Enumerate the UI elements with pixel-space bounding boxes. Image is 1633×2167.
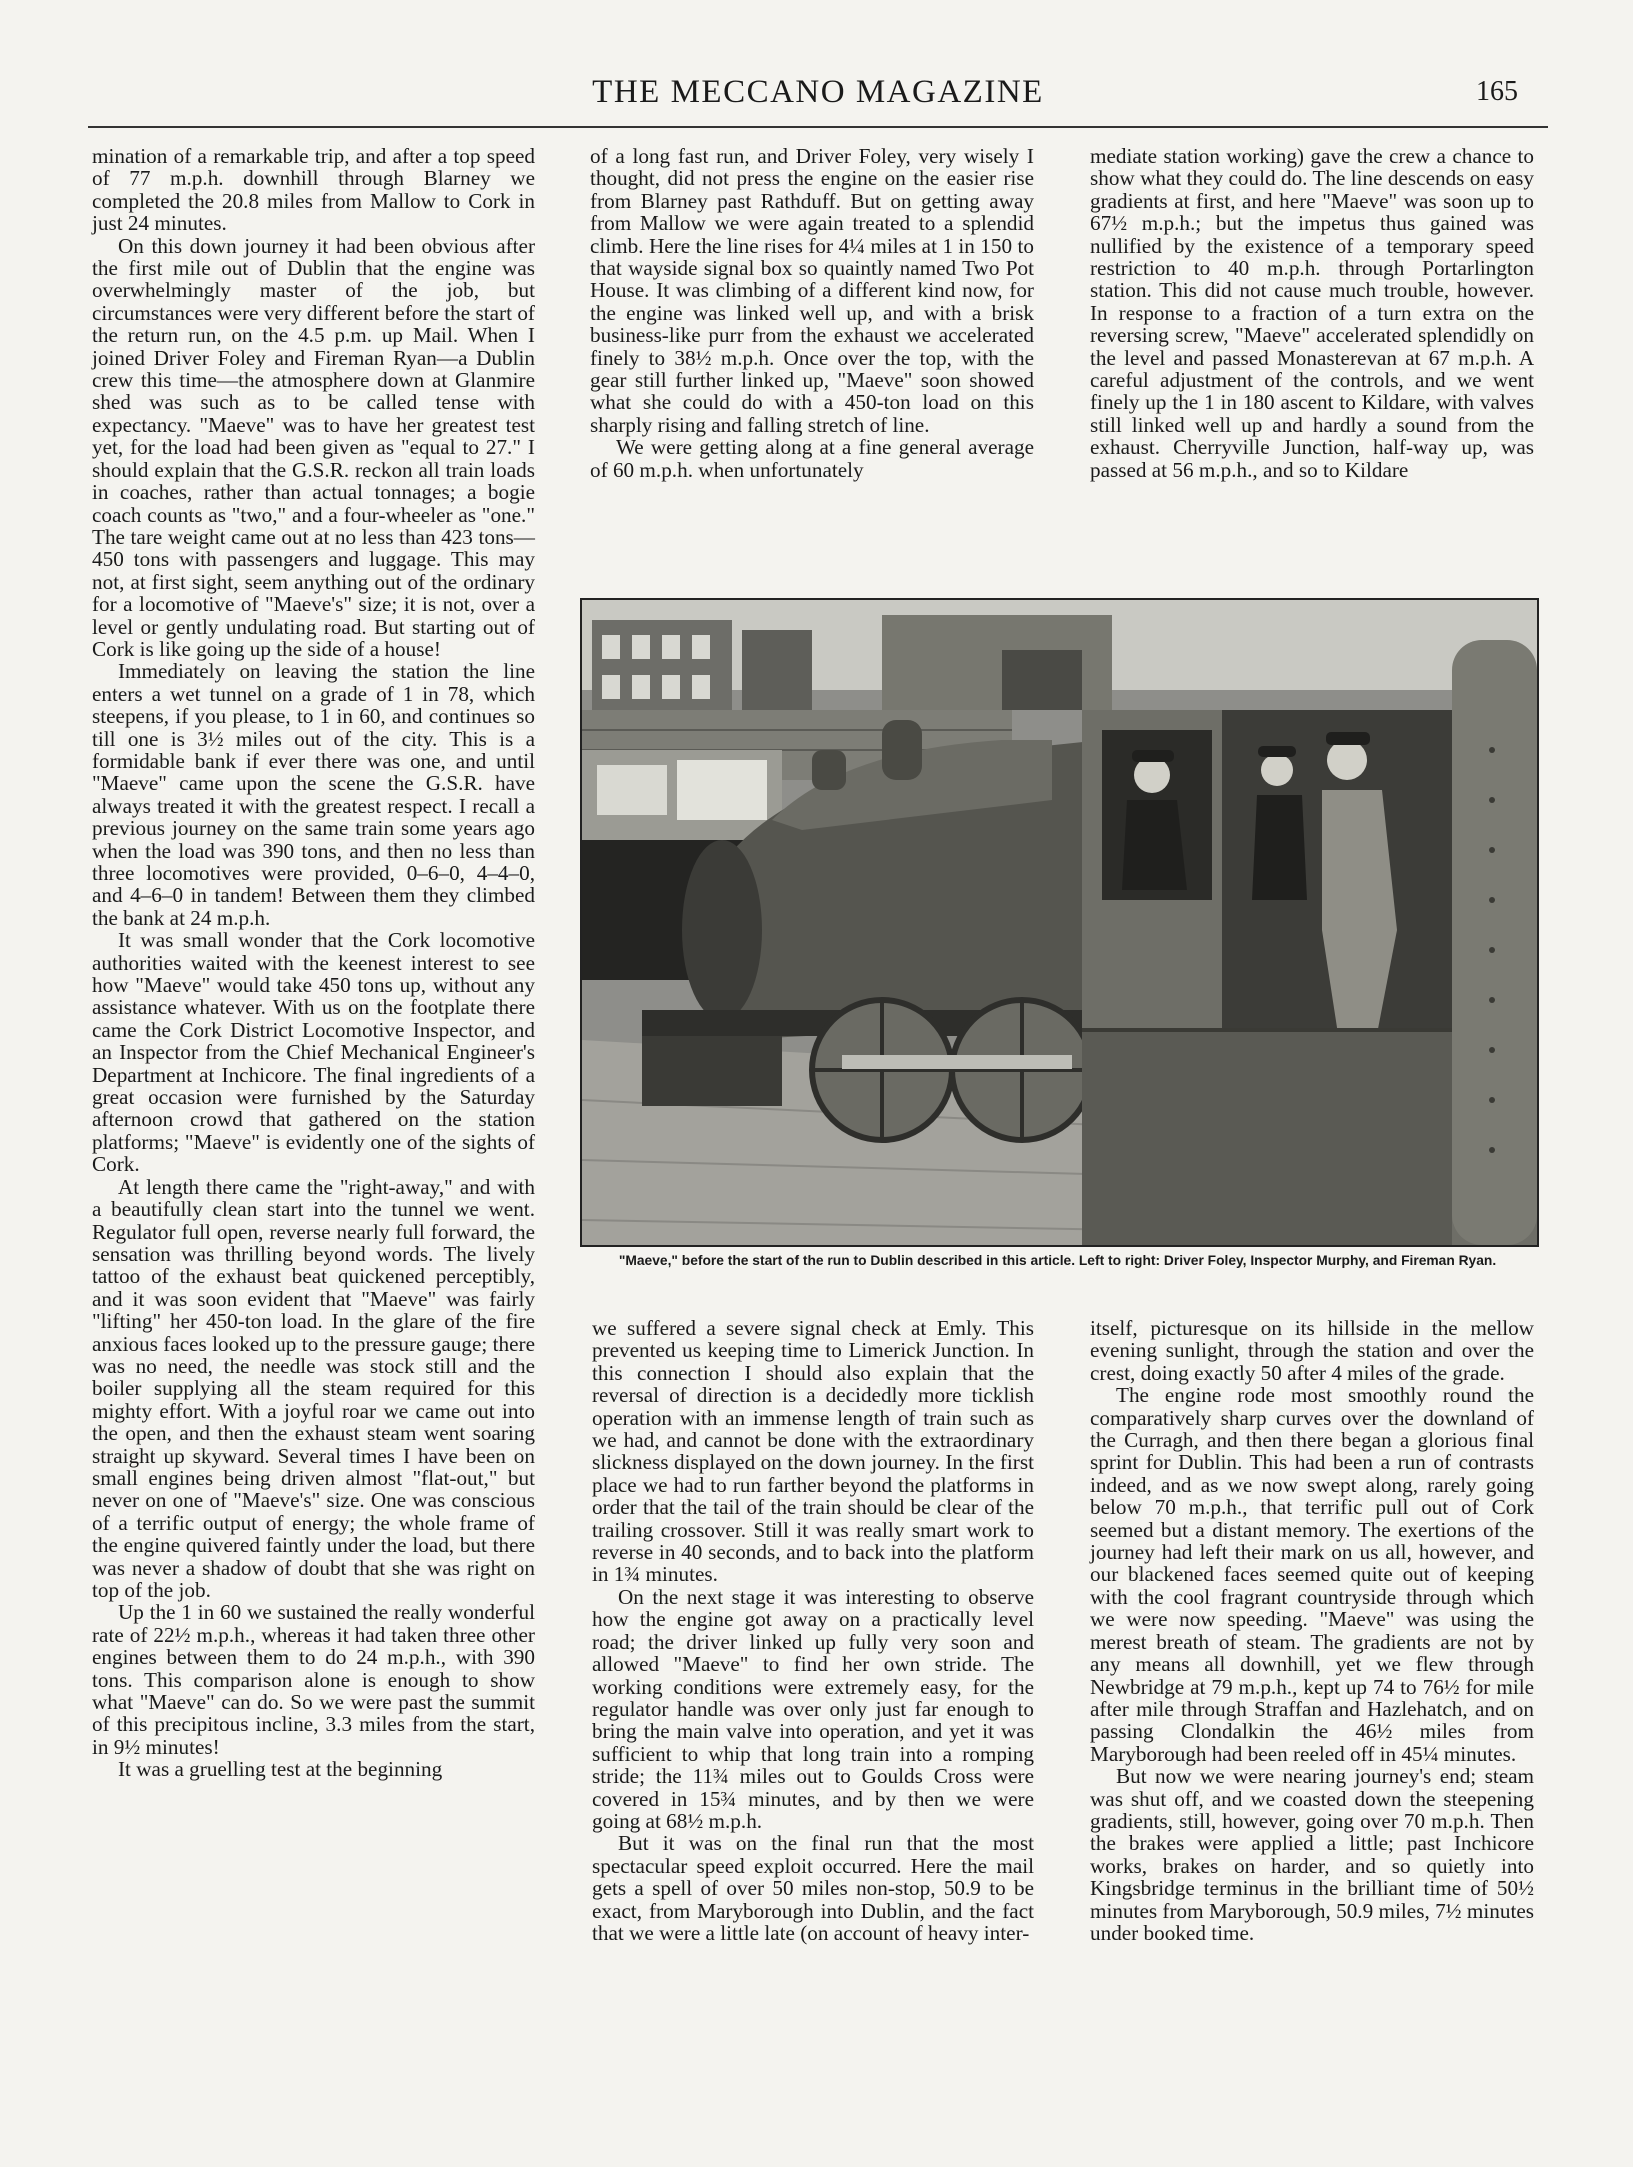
paragraph: itself, picturesque on its hillside in the mellow evening sunlight, through the station and over the crest, doing exactly 50 after 4 miles of the grade.	[1090, 1316, 1534, 1385]
paragraph: mination of a remarkable trip, and after a top speed of 77 m.p.h. downhill through Blarney we completed the 20.8 miles from Mallow to Cork in just 24 minutes.	[92, 144, 535, 236]
page-header	[88, 70, 1548, 128]
paragraph: Immediately on leaving the station the line enters a wet tunnel on a grade of 1 in 78, which steepens, if you please, to 1 in 60, and continues so till one is 3½ miles out of the city. This is a formidable bank if ever there was one, and until "Maeve" came upon the scene the G.S.R. have always treated it with the greatest respect. I recall a previous journey on the same train some years ago when the load was 390 tons, and then no less than three locomotives were provided, 0–6–0, 4–4–0, and 4–6–0 in tandem! Between them they climbed the bank at 24 m.p.h.	[92, 659, 535, 930]
paragraph: of a long fast run, and Driver Foley, very wisely I thought, did not press the engine on the easier rise from Blarney past Rathduff. But on getting away from Mallow we were again treated to a splendid climb. Here the line rises for 4¼ miles at 1 in 150 to that wayside signal box so quaintly named Two Pot House. It was climbing of a different kind now, for the engine was linked well up, and with a brisk business-like purr from the exhaust we accelerated finely to 38½ m.p.h. Once over the top, with the gear still further linked up, "Maeve" soon showed what she could do with a 450-ton load on this sharply rising and falling stretch of line.	[590, 144, 1034, 437]
paragraph: At length there came the "right-away," and with a beautifully clean start into the tunnel we went. Regulator full open, reverse nearly full forward, the sensation was thrilling beyond words. The lively tattoo of the exhaust beat quickened perceptibly, and it was soon evident that "Maeve" was fairly "lifting" her 450-ton load. In the glare of the fire anxious faces looked up to the pressure gauge; there was no need, the needle was stock still and the boiler supplying all the steam required for this mighty effort. With a joyful roar we came out into the open, and then the exhaust steam went soaring straight up skyward. Several times I have been on small engines being driven almost "flat-out," but never on one of "Maeve's" size. One was conscious of a terrific output of energy; the whole frame of the engine quivered faintly under the load, but there was never a shadow of doubt that she was right on top of the job.	[92, 1174, 535, 1602]
article-column-left	[92, 145, 535, 2040]
article-column-middle-bottom	[592, 1317, 1034, 2047]
paragraph: Up the 1 in 60 we sustained the really wonderful rate of 22½ m.p.h., whereas it had taken three other engines between them to do 24 m.p.h., with 390 tons. This comparison alone is enough to show what "Maeve" can do. So we were past the summit of this precipitous incline, 3.3 miles from the start, in 9½ minutes!	[92, 1600, 535, 1759]
photo-caption: "Maeve," before the start of the run to Dublin described in this article. Left to right: Driver Foley, Inspector Murphy, and Fireman Ryan.	[618, 1253, 1497, 1268]
paragraph: We were getting along at a fine general average of 60 m.p.h. when unfortunately	[590, 435, 1034, 482]
page-number: 165	[1476, 76, 1518, 107]
paragraph: It was a gruelling test at the beginning	[118, 1757, 443, 1782]
magazine-title: THE MECCANO MAGAZINE	[592, 74, 1044, 110]
paragraph: It was small wonder that the Cork locomotive authorities waited with the keenest interest to see how "Maeve" would take 450 tons up, without any assistance whatever. With us on the footplate there came the Cork District Locomotive Inspector, and an Inspector from the Chief Mechanical Engineer's Department at Inchicore. The final ingredients of a great occasion were furnished by the Saturday afternoon crowd that gathered on the station platforms; "Maeve" is evidently one of the sights of Cork.	[92, 928, 535, 1177]
paragraph: On this down journey it had been obvious after the first mile out of Dublin that the engine was overwhelmingly master of the job, but circumstances were very different before the start of the return run, on the 4.5 p.m. up Mail. When I joined Driver Foley and Fireman Ryan—a Dublin crew this time—the atmosphere down at Glanmire shed was such as to be called tense with expectancy. "Maeve" was to have her greatest test yet, for the load had been given as "equal to 27." I should explain that the G.S.R. reckon all train loads in coaches, rather than actual tonnages; a bogie coach counts as "two," and a four-wheeler as "one." The tare weight came out at no less than 423 tons—450 tons with passengers and luggage. This may not, at first sight, seem anything out of the ordinary for a locomotive of "Maeve's" size; it is not, over a level or gently undulating road. But starting out of Cork is like going up the side of a house!	[92, 233, 535, 661]
locomotive-photo	[580, 598, 1539, 1247]
article-column-right-top	[1090, 145, 1534, 545]
paragraph: But now we were nearing journey's end; steam was shut off, and we coasted down the steepening gradients, still, however, going over 70 m.p.h. Then the brakes were applied a little; past Inchicore works, brakes on harder, and so quietly into Kingsbridge terminus in the brilliant time of 50½ minutes from Maryborough, 50.9 miles, 7½ minutes under booked time.	[1090, 1764, 1534, 1945]
paragraph: But it was on the final run that the most spectacular speed exploit occurred. Here the mail gets a spell of over 50 miles non-stop, 50.9 to be exact, from Maryborough into Dublin, and the fact that we were a little late (on account of heavy inter-	[592, 1831, 1034, 1945]
paragraph: On the next stage it was interesting to observe how the engine got away on a practically level road; the driver linked up fully very soon and allowed "Maeve" to find her own stride. The working conditions were extremely easy, for the regulator handle was over only just far enough to bring the main valve into operation, and yet it was sufficient to whip that long train into a romping stride; the 11¾ miles out to Goulds Cross were covered in 15¾ minutes, and by then we were going at 68½ m.p.h.	[592, 1584, 1034, 1833]
paragraph: mediate station working) gave the crew a chance to show what they could do. The line descends on easy gradients at first, and here "Maeve" was soon up to 67½ m.p.h.; but the impetus thus gained was nullified by the existence of a temporary speed restriction to 40 m.p.h. through Portarlington station. This did not cause much trouble, however. In response to a fraction of a turn extra on the reversing screw, "Maeve" accelerated splendidly on the level and passed Monasterevan at 67 m.p.h. A careful adjustment of the controls, and we went finely up the 1 in 180 ascent to Kildare, with valves still linked well up and hardly a sound from the exhaust. Cherryville Junction, half-way up, was passed at 56 m.p.h., and so to Kildare	[1090, 144, 1534, 482]
article-column-right-bottom	[1090, 1317, 1534, 2047]
article-column-middle-top	[590, 145, 1034, 545]
header-rule	[88, 126, 1548, 128]
paragraph: we suffered a severe signal check at Emly. This prevented us keeping time to Limerick Junction. In this connection I should also explain that the reversal of direction is a decidedly more ticklish operation with an immense length of train such as we had, and cannot be done with the extraordinary slickness displayed on the down journey. In the first place we had to run farther beyond the platforms in order that the tail of the train should be clear of the trailing crossover. Still it was really smart work to reverse in 40 seconds, and to back into the platform in 1¾ minutes.	[592, 1316, 1034, 1587]
paragraph: The engine rode most smoothly round the comparatively sharp curves over the downland of the Curragh, and then there began a glorious final sprint for Dublin. This had been a run of contrasts indeed, and as we now swept along, rarely going below 70 m.p.h., that terrific pull out of Cork seemed but a distant memory. The exertions of the journey had left their mark on us all, however, and our blackened faces seemed quite out of keeping with the cool fragrant countryside through which we were now speeding. "Maeve" was using the merest breath of steam. The gradients are not by any means all downhill, yet we flew through Newbridge at 79 m.p.h., kept up 74 to 76½ for mile after mile through Straffan and Hazlehatch, and on passing Clondalkin the 46½ miles from Maryborough had been reeled off in 45¼ minutes.	[1090, 1383, 1534, 1766]
